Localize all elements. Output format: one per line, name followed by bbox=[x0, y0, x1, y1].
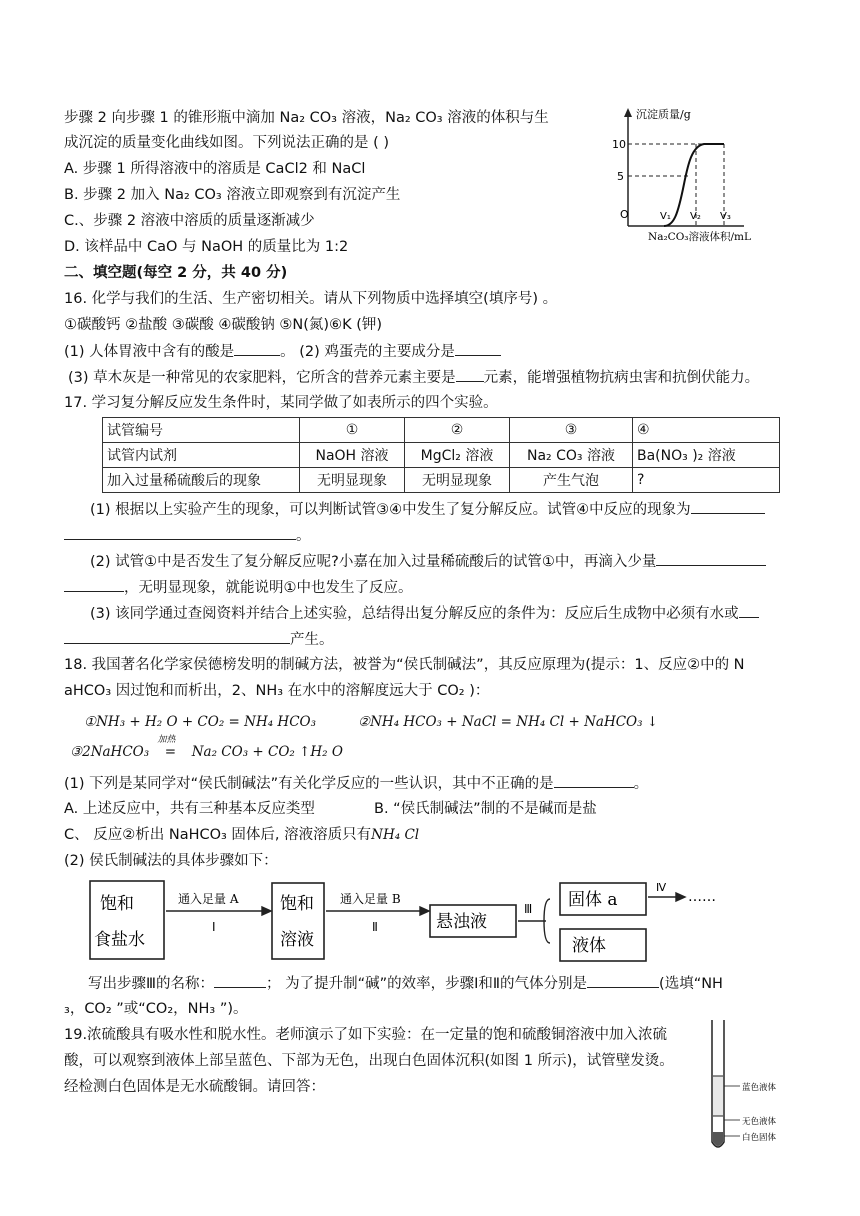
question-19: 19.浓硫酸具有吸水性和脱水性。老师演示了如下实验：在一定量的饱和硫酸铜溶液中加入浓硫 bbox=[64, 1027, 668, 1043]
text-line: 步骤 2 向步骤 1 的锥形瓶中滴加 Na₂ CO₃ 溶液，Na₂ CO₃ 溶液的体积与生 bbox=[64, 110, 549, 126]
table-cell: Na₂ CO₃ 溶液 bbox=[510, 443, 633, 468]
table-cell: 加入过量稀硫酸后的现象 bbox=[103, 468, 300, 493]
question-18-part1: (1) 下列是某同学对“侯氏制碱法”有关化学反应的一些认识，其中不正确的是 。 bbox=[64, 773, 648, 794]
answer-blank[interactable] bbox=[64, 577, 124, 592]
box4-label: 固体 a bbox=[568, 890, 618, 910]
equation-1: ①NH₃ + H₂ O + CO₂ = NH₄ HCO₃ bbox=[84, 714, 317, 730]
option-d: D. 该样品中 CaO 与 NaOH 的质量比为 1:2 bbox=[64, 239, 349, 255]
step-label: Ⅳ bbox=[656, 881, 667, 894]
option-c: C.、步骤 2 溶液中溶质的质量逐渐减少 bbox=[64, 213, 315, 229]
x-axis-label: Na₂CO₃溶液体积/mL bbox=[648, 231, 751, 243]
box2-label: 溶液 bbox=[280, 930, 314, 950]
answer-blank[interactable] bbox=[456, 367, 484, 382]
question-18-part3: 写出步骤Ⅲ的名称： ； 为了提升制“碱”的效率，步骤Ⅰ和Ⅱ的气体分别是 (选填“NH bbox=[88, 973, 723, 994]
table-cell: ③ bbox=[510, 418, 633, 443]
box3-label: 悬浊液 bbox=[436, 912, 487, 932]
box2-label: 饱和 bbox=[280, 894, 314, 914]
table-cell: Ba(NO₃ )₂ 溶液 bbox=[633, 443, 780, 468]
y-tick: 10 bbox=[612, 138, 626, 151]
equation-3: ③2NaHCO₃ 加热 = Na₂ CO₃ + CO₂ ↑H₂ O bbox=[70, 735, 343, 760]
answer-blank[interactable] bbox=[455, 341, 501, 356]
table-row bbox=[103, 468, 780, 493]
test-tube-figure bbox=[696, 1016, 816, 1156]
table-cell: ? bbox=[633, 468, 780, 493]
question-18-part3-cont: ₃，CO₂ ”或“CO₂，NH₃ ”)。 bbox=[64, 1001, 248, 1017]
table-cell: 试管内试剂 bbox=[103, 443, 300, 468]
answer-blank[interactable] bbox=[739, 603, 759, 618]
box1-label: 食盐水 bbox=[94, 930, 145, 950]
option-b: B. “侯氏制碱法”制的不是碱而是盐 bbox=[374, 801, 597, 817]
text-line: 成沉淀的质量变化曲线如图。下列说法正确的是 ( ) bbox=[64, 135, 390, 151]
question-17-part2: (2) 试管①中是否发生了复分解反应呢?小嘉在加入过量稀硫酸后的试管①中，再滴入少量 bbox=[90, 551, 766, 572]
question-16-options: ①碳酸钙 ②盐酸 ③碳酸 ④碳酸钠 ⑤N(氮)⑥K (钾) bbox=[64, 317, 383, 333]
answer-blank[interactable] bbox=[554, 773, 634, 788]
question-16: 16. 化学与我们的生活、生产密切相关。请从下列物质中选择填空(填序号) 。 bbox=[64, 291, 558, 307]
question-17-part2-cont: ，无明显现象，就能说明①中也发生了反应。 bbox=[64, 577, 413, 598]
question-17: 17. 学习复分解反应发生条件时，某同学做了如表所示的四个实验。 bbox=[64, 395, 498, 411]
tube-label: 白色固体 bbox=[742, 1133, 777, 1143]
table-cell: ① bbox=[300, 418, 405, 443]
question-18: 18. 我国著名化学家侯德榜发明的制碱方法，被誉为“侯氏制碱法”，其反应原理为(提示：1、反应②中的 N bbox=[64, 657, 745, 673]
table-cell: MgCl₂ 溶液 bbox=[405, 443, 510, 468]
question-17-part3-cont: 产生。 bbox=[64, 629, 334, 650]
step-label: Ⅰ bbox=[212, 920, 216, 934]
question-17-part1: (1) 根据以上实验产生的现象，可以判断试管③④中发生了复分解反应。试管④中反应的现象为 bbox=[90, 499, 765, 520]
option-c: C、 反应②析出 NaHCO₃ 固体后, 溶液溶质只有NH₄ Cl bbox=[64, 827, 420, 843]
question-18-part2: (2) 侯氏制碱法的具体步骤如下： bbox=[64, 853, 278, 869]
x-tick: V₃ bbox=[720, 211, 731, 222]
answer-blank[interactable] bbox=[587, 973, 659, 988]
question-16-part3: (3) 草木灰是一种常见的农家肥料，它所含的营养元素主要是 元素，能增强植物抗病虫害和抗倒伏能力。 bbox=[68, 367, 759, 388]
continuation-dots: …… bbox=[688, 889, 716, 905]
table-row bbox=[103, 443, 780, 468]
heat-condition: 加热 = bbox=[157, 735, 177, 760]
step-label: Ⅲ bbox=[524, 902, 533, 916]
question-17-part3: (3) 该同学通过查阅资料并结合上述实验，总结得出复分解反应的条件为：反应后生成物中必须有水或 bbox=[90, 603, 759, 624]
tube-label: 蓝色液体 bbox=[742, 1083, 777, 1093]
table-cell: 试管编号 bbox=[103, 418, 300, 443]
table-cell: 无明显现象 bbox=[300, 468, 405, 493]
table-cell: ② bbox=[405, 418, 510, 443]
box5-label: 液体 bbox=[572, 936, 606, 956]
option-a: A. 步骤 1 所得溶液中的溶质是 CaCl2 和 NaCl bbox=[64, 161, 366, 177]
option-b: B. 步骤 2 加入 Na₂ CO₃ 溶液立即观察到有沉淀产生 bbox=[64, 187, 401, 203]
question-19-cont: 经检测白色固体是无水硫酸铜。请回答： bbox=[64, 1079, 325, 1095]
option-a: A. 上述反应中，共有三种基本反应类型 bbox=[64, 801, 315, 817]
question-16-part1: (1) 人体胃液中含有的酸是 。 (2) 鸡蛋壳的主要成分是 bbox=[64, 341, 501, 362]
question-18-cont: aHCO₃ 因过饱和而析出，2、NH₃ 在水中的溶解度远大于 CO₂ )： bbox=[64, 683, 490, 699]
question-17-part1-cont: 。 bbox=[64, 525, 311, 546]
answer-blank[interactable] bbox=[214, 973, 266, 988]
table-cell: NaOH 溶液 bbox=[300, 443, 405, 468]
process-flow-diagram bbox=[88, 877, 778, 965]
answer-blank[interactable] bbox=[234, 341, 280, 356]
answer-blank[interactable] bbox=[64, 525, 296, 540]
arrow1-label: 通入足量 A bbox=[178, 892, 239, 906]
x-tick: V₁ bbox=[660, 211, 671, 222]
tube-label: 无色液体 bbox=[742, 1117, 777, 1127]
table-cell: ④ bbox=[633, 418, 780, 443]
arrow2-label: 通入足量 B bbox=[340, 892, 401, 906]
equation-2: ②NH₄ HCO₃ + NaCl = NH₄ Cl + NaHCO₃ ↓ bbox=[358, 714, 659, 730]
question-19-cont: 酸，可以观察到液体上部呈蓝色、下部为无色，出现白色固体沉积(如图 1 所示)，试管壁发烫。 bbox=[64, 1053, 674, 1069]
answer-blank[interactable] bbox=[691, 499, 765, 514]
y-axis-label: 沉淀质量/g bbox=[636, 108, 691, 121]
experiment-table bbox=[102, 417, 780, 493]
table-cell: 产生气泡 bbox=[510, 468, 633, 493]
box1-label: 饱和 bbox=[100, 894, 134, 914]
table-cell: 无明显现象 bbox=[405, 468, 510, 493]
precipitate-graph bbox=[612, 104, 800, 244]
section-title: 二、填空题(每空 2 分，共 40 分) bbox=[64, 265, 288, 281]
table-row bbox=[103, 418, 780, 443]
answer-blank[interactable] bbox=[656, 551, 766, 566]
x-tick: V₂ bbox=[690, 211, 701, 222]
y-tick: 5 bbox=[617, 170, 624, 183]
answer-blank[interactable] bbox=[64, 629, 290, 644]
step-label: Ⅱ bbox=[372, 920, 378, 934]
origin-label: O bbox=[620, 208, 629, 221]
